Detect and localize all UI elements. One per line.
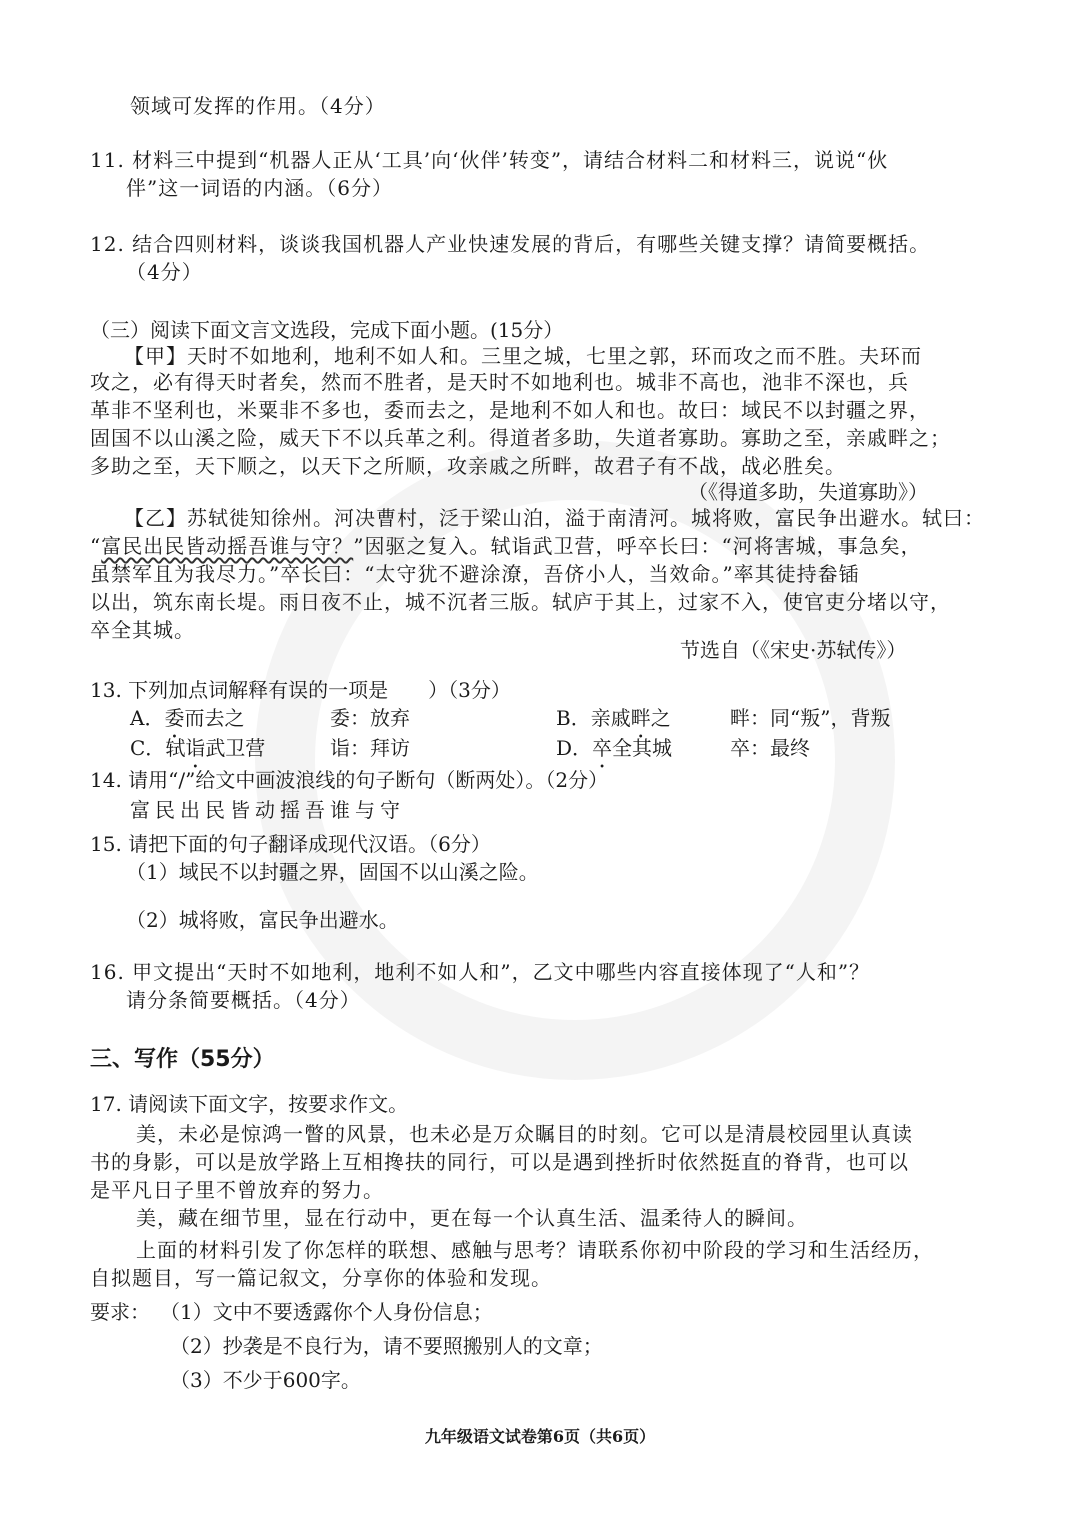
q13-option-a: A．委而去之 [130, 706, 245, 730]
requirement-2: （2）抄袭是不良行为，请不要照搬别人的文章； [170, 1334, 603, 1358]
prompt-line1: 美，未必是惊鸿一瞥的风景，也未必是万众瞩目的时刻。它可以是清晨校园里认真读 [136, 1122, 913, 1146]
q13-option-a-def: 委：放弃 [330, 706, 410, 730]
yi-line1: 【乙】苏轼徙知徐州。河决曹村，泛于梁山泊，溢于南清河。城将败，富民争出避水。轼曰： [124, 506, 985, 530]
q13-option-c-def: 诣：拜访 [330, 736, 410, 760]
dotted-char: 委 [164, 706, 185, 730]
q13-option-d: D．卒全其城 [556, 736, 673, 760]
jia-source: （《得道多助，失道寡助》） [688, 480, 928, 504]
yi-line5: 卒全其城。 [90, 618, 195, 642]
q13-option-d-def: 卒：最终 [730, 736, 810, 760]
q13-stem: 13. 下列加点词解释有误的一项是 ）（3分） [90, 678, 511, 702]
q16-line1: 16. 甲文提出“天时不如地利，地利不如人和”，乙文中哪些内容直接体现了“人和”？ [90, 960, 871, 984]
wavy-sentence: 富民出民皆动摇吾谁与守？ [101, 534, 354, 558]
section-writing-heading: 三、写作（55分） [90, 1047, 275, 1072]
quote-open: “ [90, 534, 102, 558]
jia-line1: 【甲】天时不如地利，地利不如人和。三里之城，七里之郭，环而攻之而不胜。夫环而 [124, 344, 922, 368]
prompt-line2: 书的身影，可以是放学路上互相搀扶的同行，可以是遇到挫折时依然挺直的脊背，也可以 [90, 1150, 909, 1174]
jia-line2: 攻之，必有得天时者矣，然而不胜者，是天时不如地利也。城非不高也，池非不深也，兵 [90, 370, 909, 394]
jia-line4: 固国不以山溪之险，威天下不以兵革之利。得道者多助，失道者寡助。寡助之至，亲戚畔之； [90, 426, 951, 450]
q12-line1: 12. 结合四则材料，谈谈我国机器人产业快速发展的背后，有哪些关键支撑？请简要概括。 [90, 232, 931, 256]
yi-line3: 虽禁军且为我尽力。”卒长曰：“太守犹不避涂潦，吾侪小人，当效命。”率其徒持畚锸 [90, 562, 860, 586]
dotted-char: 卒 [592, 736, 613, 760]
yi-line2 [90, 532, 922, 560]
requirement-3: （3）不少于600字。 [170, 1368, 361, 1392]
section3-heading: （三）阅读下面文言文选段，完成下面小题。(15分） [90, 318, 564, 342]
q14-stem: 14. 请用“/”给文中画波浪线的句子断句（断两处）。（2分） [90, 768, 609, 792]
q12-line2: （4分） [126, 260, 203, 284]
jia-line5: 多助之至，天下顺之，以天下之所顺，攻亲戚之所畔，故君子有不战，战必胜矣。 [90, 454, 846, 478]
prompt-line6: 自拟题目，写一篇记叙文，分享你的体验和发现。 [90, 1266, 552, 1290]
requirements-label: 要求： [90, 1300, 150, 1324]
q16-line2: 请分条简要概括。（4分） [126, 988, 361, 1012]
prompt-line3: 是平凡日子里不曾放弃的努力。 [90, 1178, 384, 1202]
page-footer: 九年级语文试卷第6页（共6页） [424, 1427, 656, 1446]
q13-option-b: B．亲戚畔之 [556, 706, 671, 730]
jia-line3: 革非不坚利也，米粟非不多也，委而去之，是地利不如人和也。故曰：域民不以封疆之界， [90, 398, 930, 422]
q15-stem: 15. 请把下面的句子翻译成现代汉语。（6分） [90, 832, 491, 856]
q14-sentence: 富民出民皆动摇吾谁与守 [130, 798, 405, 822]
yi-line4: 以出，筑东南长堤。雨日夜不止，城不沉者三版。轼庐于其上，过家不入，使官吏分堵以守， [90, 590, 951, 614]
q11-line2: 伴”这一词语的内涵。（6分） [126, 176, 393, 200]
q15-item1: （1）域民不以封疆之界，固国不以山溪之险。 [126, 860, 539, 884]
q13-option-b-def: 畔：同“叛”，背叛 [730, 706, 891, 730]
yi-line2-rest: ”因驱之复入。轼诣武卫营，呼卒长曰：“河将害城，事急矣， [353, 534, 922, 558]
requirement-1: （1）文中不要透露你个人身份信息； [160, 1300, 493, 1324]
q11-line1: 11. 材料三中提到“机器人正从‘工具’向‘伙伴’转变”，请结合材料二和材料三，说说“伙 [90, 148, 889, 172]
prompt-line4: 美，藏在细节里，显在行动中，更在每一个认真生活、温柔待人的瞬间。 [136, 1206, 808, 1230]
dotted-char: 诣 [185, 736, 206, 760]
q15-item2: （2）城将败，富民争出避水。 [126, 908, 399, 932]
prompt-line5: 上面的材料引发了你怎样的联想、感触与思考？请联系你初中阶段的学习和生活经历， [136, 1238, 934, 1262]
dotted-char: 畔 [630, 706, 651, 730]
q17-stem: 17. 请阅读下面文字，按要求作文。 [90, 1092, 409, 1116]
q10-tail: 领域可发挥的作用。（4分） [130, 94, 386, 118]
q13-option-c: C．轼诣武卫营 [130, 736, 266, 760]
yi-source: 节选自（《宋史·苏轼传》） [680, 638, 907, 662]
